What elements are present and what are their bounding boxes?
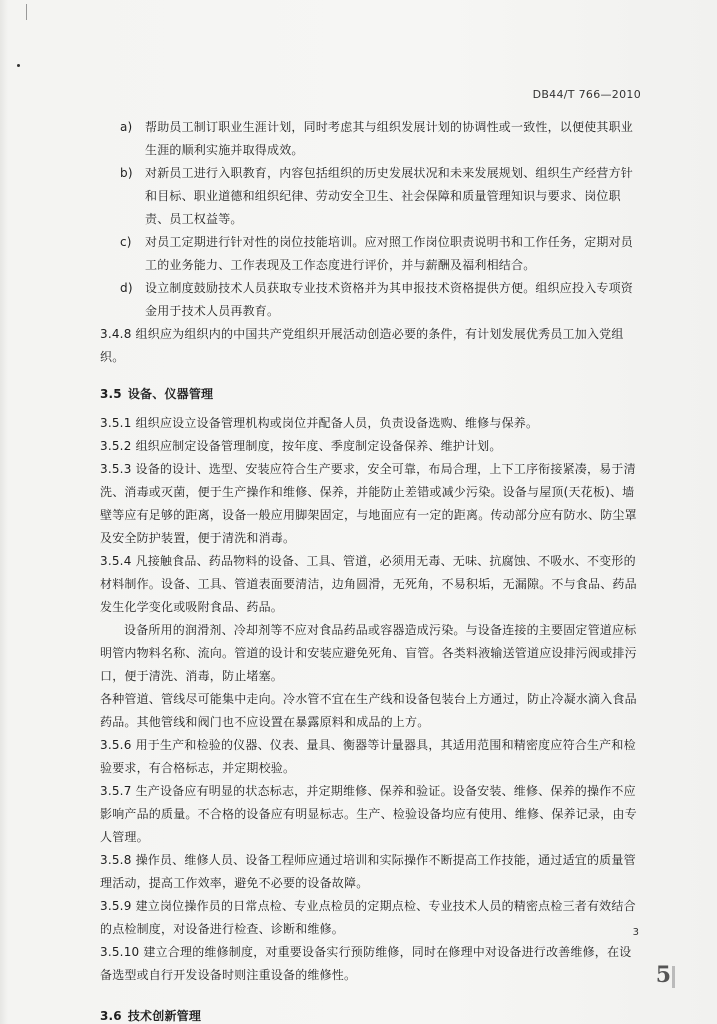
clause-3-5-6 — [100, 734, 643, 780]
clause-text: 操作员、维修人员、设备工程师应通过培训和实际操作不断提高工作技能，通过适宜的质量管理活动，提高工作效率，避免不必要的设备故障。 — [100, 853, 636, 890]
list-item-b — [100, 162, 643, 231]
section-number: 3.6 — [100, 1009, 122, 1023]
list-label: b) — [120, 166, 133, 180]
document-body — [100, 116, 643, 1024]
clause-text: 用于生产和检验的仪器、仪表、量具、衡器等计量器具，其适用范围和精密度应符合生产和检验要求，有合格标志，并定期校验。 — [100, 738, 636, 775]
clause-3-5-4-continued: 设备所用的润滑剂、冷却剂等不应对食品药品或容器造成污染。与设备连接的主要固定管道应标明管内物料名称、流向。管道的设计和安装应避免死角、盲管。各类料液输送管道应设排污阀或排污口，便于清洗、消毒，防止堵塞。 — [100, 623, 637, 683]
scan-dot — [17, 64, 20, 67]
clause-3-5-4 — [100, 550, 643, 619]
clause-text: 建立岗位操作员的日常点检、专业点检员的定期点检、专业技术人员的精密点检三者有效结合的点检制度，对设备进行检查、诊断和维修。 — [100, 899, 636, 936]
section-title: 技术创新管理 — [127, 1009, 202, 1023]
section-title: 设备、仪器管理 — [127, 387, 214, 401]
clause-number: 3.5.1 — [100, 416, 132, 430]
scan-mark — [26, 4, 27, 20]
list-label: c) — [120, 235, 132, 249]
clause-3-5-4-pipes: 各种管道、管线尽可能集中走向。冷水管不宜在生产线和设备包装台上方通过，防止冷凝水滴入食品药品。其他管线和阀门也不应设置在暴露原料和成品的上方。 — [100, 692, 637, 729]
section-heading-3-6 — [100, 1005, 643, 1024]
clause-number: 3.5.7 — [100, 784, 132, 798]
list-item-a — [100, 116, 643, 162]
section-heading-3-5 — [100, 383, 643, 406]
clause-number: 3.5.4 — [100, 554, 132, 568]
clause-3-5-2 — [100, 435, 643, 458]
document-code: DB44/T 766—2010 — [532, 88, 641, 101]
clause-number: 3.5.3 — [100, 462, 132, 476]
list-text: 设立制度鼓励技术人员获取专业技术资格并为其申报技术资格提供方便。组织应投入专项资金用于技术人员再教育。 — [145, 281, 634, 318]
list-item-d — [100, 277, 643, 323]
stamp-bar — [672, 966, 675, 988]
clause-3-5-1 — [100, 412, 643, 435]
list-label: d) — [120, 281, 133, 295]
clause-3-5-7 — [100, 780, 643, 849]
section-number: 3.5 — [100, 387, 122, 401]
clause-text: 生产设备应有明显的状态标志，并定期维修、保养和验证。设备安装、维修、保养的操作不应影响产品的质量。不合格的设备应有明显标志。生产、检验设备均应有使用、维修、保养记录，由专人管理。 — [100, 784, 637, 844]
clause-text: 凡接触食品、药品物料的设备、工具、管道，必须用无毒、无味、抗腐蚀、不吸水、不变形的材料制作。设备、工具、管道表面要清洁，边角圆滑，无死角，不易积垢，无漏隙。不与食品、药品发生化学变化或吸附食品、药品。 — [100, 554, 637, 614]
list-text: 帮助员工制订职业生涯计划，同时考虑其与组织发展计划的协调性或一致性，以便使其职业生涯的顺利实施并取得成效。 — [145, 120, 634, 157]
clause-3-5-3 — [100, 458, 643, 550]
clause-3-5-8 — [100, 849, 643, 895]
list-label: a) — [120, 120, 133, 134]
page-stamp: 5 — [655, 962, 671, 988]
clause-number: 3.5.6 — [100, 738, 132, 752]
clause-3-5-10 — [100, 941, 643, 987]
list-text: 对员工定期进行针对性的岗位技能培训。应对照工作岗位职责说明书和工作任务，定期对员工的业务能力、工作表现及工作态度进行评价，并与薪酬及福利相结合。 — [145, 235, 634, 272]
clause-number: 3.5.9 — [100, 899, 132, 913]
clause-3-5-9 — [100, 895, 643, 941]
list-item-c — [100, 231, 643, 277]
clause-text: 组织应制定设备管理制度，按年度、季度制定设备保养、维护计划。 — [135, 439, 502, 453]
clause-number: 3.5.8 — [100, 853, 132, 867]
clause-text: 组织应设立设备管理机构或岗位并配备人员，负责设备选购、维修与保养。 — [135, 416, 539, 430]
page-number: 3 — [632, 927, 639, 938]
clause-text: 设备的设计、选型、安装应符合生产要求，安全可靠，布局合理，上下工序衔接紧凑，易于清洗、消毒或灭菌，便于生产操作和维修、保养，并能防止差错或减少污染。设备与屋顶(天花板)、墙壁等应有足够的距离，设备一般应用脚架固定，与地面应有一定的距离。传动部分应有防水、防尘罩及安全防护装置，便于清洗和消毒。 — [100, 462, 637, 545]
clause-text: 建立合理的维修制度，对重要设备实行预防维修，同时在修理中对设备进行改善维修，在设备选型或自行开发设备时则注重设备的维修性。 — [100, 945, 632, 982]
clause-number: 3.5.10 — [100, 945, 140, 959]
clause-number: 3.5.2 — [100, 439, 132, 453]
list-text: 对新员工进行入职教育，内容包括组织的历史发展状况和未来发展规划、组织生产经营方针和目标、职业道德和组织纪律、劳动安全卫生、社会保障和质量管理知识与要求、岗位职责、员工权益等。 — [145, 166, 634, 226]
clause-3-4-8: 3.4.8 组织应为组织内的中国共产党组织开展活动创造必要的条件，有计划发展优秀员工加入党组织。 — [100, 327, 624, 364]
